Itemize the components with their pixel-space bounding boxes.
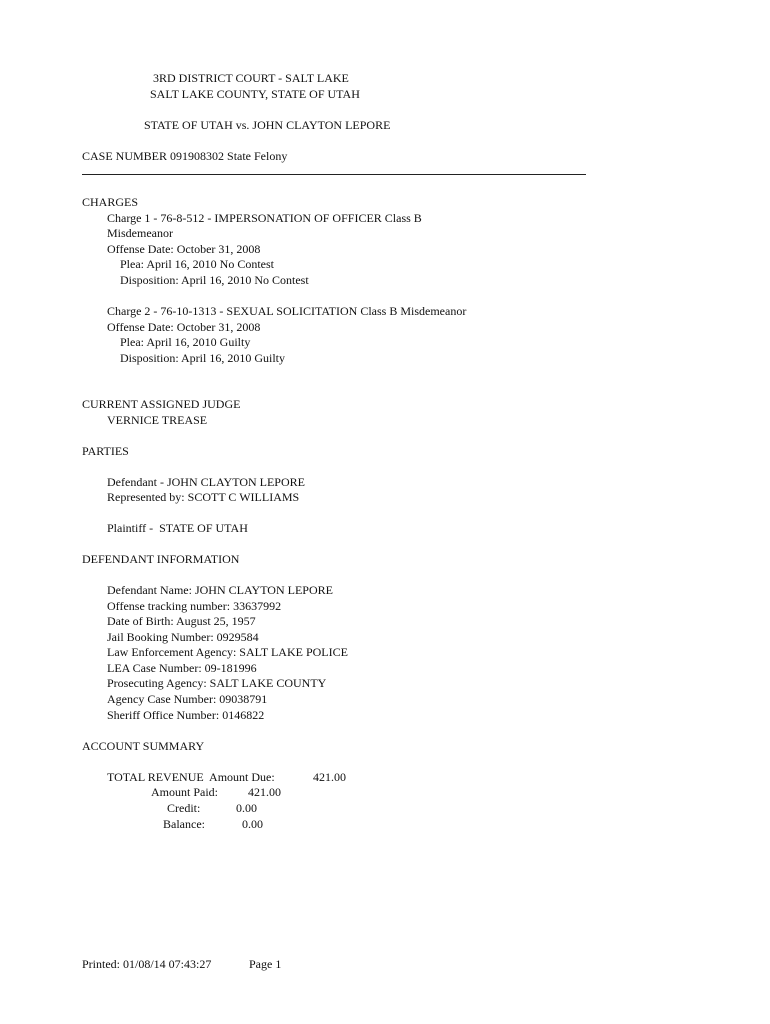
charge-1-offense-date: Offense Date: October 31, 2008 [107,242,261,256]
sheriff-office-number: Sheriff Office Number: 0146822 [107,708,265,722]
court-name: 3RD DISTRICT COURT - SALT LAKE [153,71,349,85]
balance-label: Balance: [163,817,205,831]
charge-2-disposition: Disposition: April 16, 2010 Guilty [120,351,286,365]
amount-due-value: 421.00 [313,770,346,784]
amount-paid-value: 421.00 [248,785,281,799]
lea-case-number: LEA Case Number: 09-181996 [107,661,257,675]
date-of-birth: Date of Birth: August 25, 1957 [107,614,256,628]
offense-tracking-number: Offense tracking number: 33637992 [107,599,282,613]
represented-by: Represented by: SCOTT C WILLIAMS [107,490,300,504]
amount-paid-label: Amount Paid: [151,785,219,799]
charge-1-class: Misdemeanor [107,226,173,240]
charge-2-title: Charge 2 - 76-10-1313 - SEXUAL SOLICITATION Class B Misdemeanor [107,304,467,318]
case-number: CASE NUMBER 091908302 State Felony [82,149,288,163]
defendant-info-heading: DEFENDANT INFORMATION [82,552,240,566]
page-number: Page 1 [249,957,282,971]
law-enforcement-agency: Law Enforcement Agency: SALT LAKE POLICE [107,645,348,659]
account-summary-heading: ACCOUNT SUMMARY [82,739,205,753]
charge-1-title: Charge 1 - 76-8-512 - IMPERSONATION OF OFFICER Class B [107,211,422,225]
jail-booking-number: Jail Booking Number: 0929584 [107,630,259,644]
charge-1-disposition: Disposition: April 16, 2010 No Contest [120,273,309,287]
credit-label: Credit: [167,801,201,815]
separator-rule [82,174,586,175]
printed-timestamp: Printed: 01/08/14 07:43:27 [82,957,212,971]
total-revenue-label: TOTAL REVENUE Amount Due: [107,770,275,784]
balance-value: 0.00 [242,817,263,831]
parties-heading: PARTIES [82,444,129,458]
credit-value: 0.00 [236,801,257,815]
judge-heading: CURRENT ASSIGNED JUDGE [82,397,241,411]
agency-case-number: Agency Case Number: 09038791 [107,692,268,706]
county-state: SALT LAKE COUNTY, STATE OF UTAH [150,87,360,101]
defendant-party: Defendant - JOHN CLAYTON LEPORE [107,475,305,489]
charge-1-plea: Plea: April 16, 2010 No Contest [120,257,274,271]
case-title: STATE OF UTAH vs. JOHN CLAYTON LEPORE [144,118,391,132]
defendant-name: Defendant Name: JOHN CLAYTON LEPORE [107,583,333,597]
prosecuting-agency: Prosecuting Agency: SALT LAKE COUNTY [107,676,327,690]
judge-name: VERNICE TREASE [107,413,208,427]
plaintiff-party: Plaintiff - STATE OF UTAH [107,521,248,535]
charge-2-offense-date: Offense Date: October 31, 2008 [107,320,261,334]
charges-heading: CHARGES [82,195,139,209]
charge-2-plea: Plea: April 16, 2010 Guilty [120,335,251,349]
